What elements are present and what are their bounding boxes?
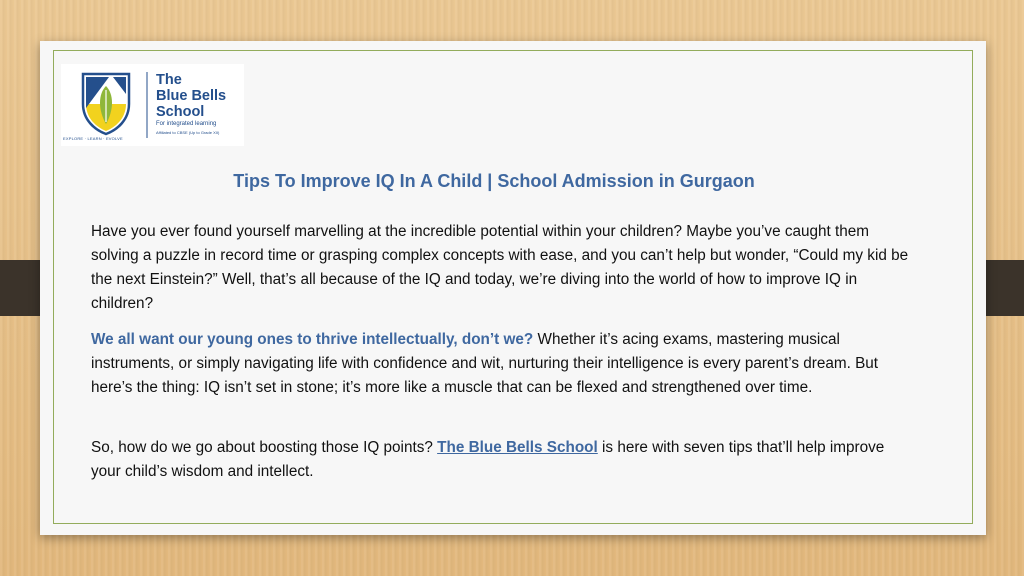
second-paragraph-text: Whether it’s acing exams, mastering musical instruments, or simply navigating life with confidence and wit, nurturing their intelligence is every parent’s dream. But here’s the thing: IQ isn’t set in stone; it’s more like a muscle that can be flexed and strengthened over time. (91, 331, 879, 396)
logo-tagline: For integrated learning (156, 121, 217, 127)
logo-affiliation: Affiliated to CBSE (Up to Grade XII) (156, 130, 220, 135)
page-title: Tips To Improve IQ In A Child | School Admission in Gurgaon (233, 171, 755, 191)
third-paragraph (91, 436, 917, 484)
third-paragraph-tail: is here with seven tips that’ll help improve your child’s wisdom and intellect. (91, 439, 885, 480)
school-link[interactable]: The Blue Bells School (437, 439, 598, 456)
highlight-text: We all want our young ones to thrive intellectually, don’t we? (91, 331, 534, 348)
school-logo (61, 64, 244, 146)
logo-school-name: The Blue Bells School (156, 72, 227, 120)
logo-motto: EXPLORE · LEARN · EVOLVE (63, 136, 123, 141)
third-paragraph-lead: So, how do we go about boosting those IQ points? (91, 439, 438, 456)
second-paragraph (91, 328, 917, 400)
intro-paragraph: Have you ever found yourself marvelling at the incredible potential within your children? Maybe you’ve caught them solving a puzzle in record time or grasping complex concepts with ease, and you can’t help but wonder, “Could my kid be the next Einstein?” Well, that’s all because of the IQ and today, we’re diving into the world of how to improve IQ in children? (91, 223, 909, 312)
